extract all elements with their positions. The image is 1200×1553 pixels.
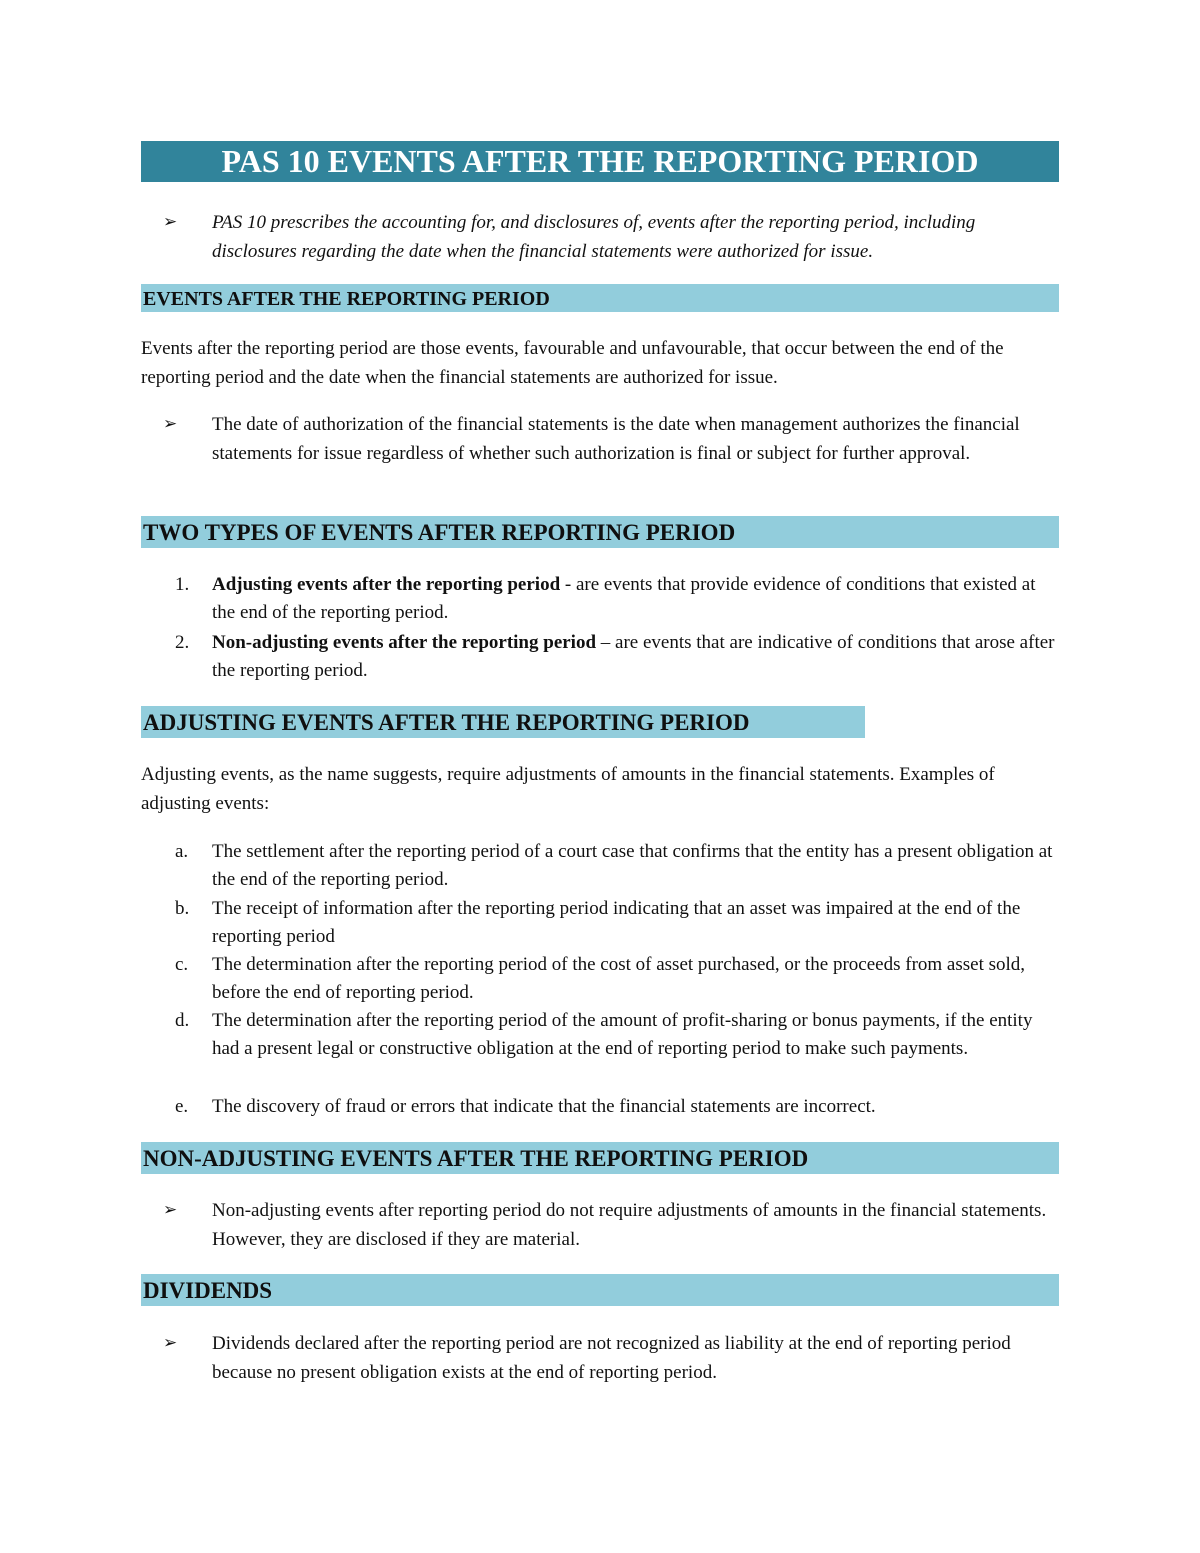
list-marker: e. [175, 1096, 189, 1117]
arrow-bullet-icon: ➢ [163, 1333, 178, 1353]
term-definition: – are events that are indicative of conditions that arose after the reporting period. [212, 632, 1055, 681]
arrow-bullet-icon: ➢ [163, 414, 178, 434]
section-heading-text: TWO TYPES OF EVENTS AFTER REPORTING PERIOD [143, 520, 736, 545]
section-paragraph: Events after the reporting period are those events, favourable and unfavourable, that occur between the end of the reporting period and the date when the financial statements are authorized for issue. [141, 338, 1004, 388]
list-marker: 1. [175, 574, 190, 595]
list-marker: b. [175, 898, 190, 919]
section-heading-two-types [141, 516, 1059, 548]
section-heading-dividends [141, 1274, 1059, 1306]
intro-bullet-text: PAS 10 prescribes the accounting for, and disclosures of, events after the reporting period, including disclosures regarding the date when the financial statements were authorized for issue. [212, 212, 976, 262]
section-paragraph: Adjusting events, as the name suggests, require adjustments of amounts in the financial statements. Examples of adjusting events: [141, 764, 995, 814]
list-item-text [212, 629, 1062, 685]
list-marker: a. [175, 841, 189, 862]
list-marker: 2. [175, 632, 190, 653]
list-item-text: The determination after the reporting period of the amount of profit-sharing or bonus payments, if the entity had a present legal or constructive obligation at the end of reporting period to make such payments. [212, 1010, 1033, 1059]
list-item-text: The determination after the reporting period of the cost of asset purchased, or the proceeds from asset sold, before the end of reporting period. [212, 954, 1026, 1003]
document-title: PAS 10 EVENTS AFTER THE REPORTING PERIOD [141, 141, 1059, 182]
dividends-bullet-text: Dividends declared after the reporting period are not recognized as liability at the end of reporting period because no present obligation exists at the end of reporting period. [212, 1333, 1011, 1383]
list-marker: c. [175, 954, 189, 975]
arrow-bullet-icon: ➢ [163, 212, 178, 232]
list-item-text: The receipt of information after the reporting period indicating that an asset was impaired at the end of the reporting period [212, 898, 1021, 947]
section-heading-adjusting-events [141, 706, 865, 738]
section-heading-text: EVENTS AFTER THE REPORTING PERIOD [143, 288, 550, 310]
section-heading-events-after [141, 284, 1059, 312]
term-definition: - are events that provide evidence of conditions that existed at the end of the reporting period. [212, 574, 1036, 623]
term-bold: Adjusting events after the reporting period [212, 574, 561, 595]
term-bold: Non-adjusting events after the reporting period [212, 632, 597, 653]
list-item-text [212, 571, 1062, 627]
list-item-text: The discovery of fraud or errors that indicate that the financial statements are incorrect. [212, 1096, 876, 1117]
list-item-text: The settlement after the reporting period of a court case that confirms that the entity has a present obligation at the end of the reporting period. [212, 841, 1053, 890]
section-heading-non-adjusting [141, 1142, 1059, 1174]
arrow-bullet-icon: ➢ [163, 1200, 178, 1220]
section-heading-text: ADJUSTING EVENTS AFTER THE REPORTING PERIOD [143, 710, 750, 735]
list-marker: d. [175, 1010, 190, 1031]
authorization-bullet-text: The date of authorization of the financial statements is the date when management authorizes the financial statements for issue regardless of whether such authorization is final or subject for further approval. [212, 414, 1020, 464]
section-heading-text: NON-ADJUSTING EVENTS AFTER THE REPORTING PERIOD [143, 1146, 809, 1171]
non-adjusting-bullet-text: Non-adjusting events after reporting period do not require adjustments of amounts in the financial statements. However, they are disclosed if they are material. [212, 1200, 1047, 1250]
section-heading-text: DIVIDENDS [143, 1278, 273, 1303]
